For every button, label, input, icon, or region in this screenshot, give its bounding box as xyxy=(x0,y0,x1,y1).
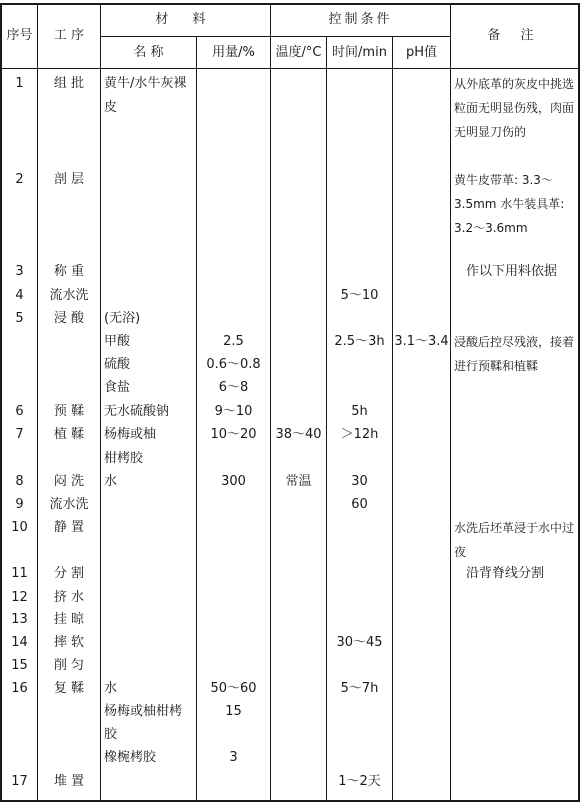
header-remarks: 备 注 xyxy=(487,28,542,43)
row-5-process: 浸 酸 xyxy=(53,311,85,326)
row-6-process: 预 鞣 xyxy=(53,404,85,419)
row-5-no: 5 xyxy=(15,311,24,326)
row-5-ph: 3.1～3.4 xyxy=(394,334,449,349)
row-7-no: 7 xyxy=(15,427,24,442)
row-2-remark: 黄牛皮带革: 3.3～3.5mm 水牛装具革: 3.2～3.6mm xyxy=(454,173,565,235)
row-9-time: 60 xyxy=(351,497,368,512)
row-2-no: 2 xyxy=(15,172,24,187)
row-8-material-name: 水 xyxy=(104,474,118,489)
row-7-process: 植 鞣 xyxy=(53,427,85,442)
header-bottom-rule xyxy=(0,68,580,69)
header-time: 时间/min xyxy=(332,45,387,60)
header-control-conditions: 控制条件 xyxy=(328,12,393,27)
row-9-process: 流水洗 xyxy=(49,497,89,512)
row-16-material-name: 杨梅或柚柑栲 xyxy=(104,704,183,719)
row-5-material-name: 硫酸 xyxy=(104,357,131,372)
subheader-rule xyxy=(100,36,450,37)
row-5-material-dose: 2.5 xyxy=(223,334,244,349)
row-11-remark: 沿背脊线分割 xyxy=(466,566,545,581)
row-11-process: 分 割 xyxy=(53,566,85,581)
row-16-material-dose: 3 xyxy=(229,750,238,765)
row-7-time: ＞12h xyxy=(340,427,379,442)
row-1-process: 组 批 xyxy=(53,76,85,91)
header-materials: 材 料 xyxy=(155,12,216,27)
row-12-no: 12 xyxy=(11,590,28,605)
row-8-temp: 常温 xyxy=(285,474,312,489)
row-8-process: 闷 洗 xyxy=(53,474,85,489)
row-2-process: 剖 层 xyxy=(53,172,85,187)
col-divider-ph xyxy=(450,3,451,802)
row-3-remark: 作以下用料依据 xyxy=(466,264,558,279)
row-14-no: 14 xyxy=(11,635,28,650)
row-17-time: 1～2天 xyxy=(338,774,381,789)
col-divider-process xyxy=(100,3,101,802)
row-8-time: 30 xyxy=(351,474,368,489)
row-1-remark: 从外底革的灰皮中挑选粒面无明显伤残，肉面无明显刀伤的 xyxy=(454,77,575,139)
row-16-no: 16 xyxy=(11,681,28,696)
header-name: 名 称 xyxy=(133,45,164,60)
row-16-material-dose: 15 xyxy=(225,704,242,719)
row-5-material-dose: 6～8 xyxy=(218,380,249,395)
row-7-material-dose: 10～20 xyxy=(210,427,257,442)
row-16-material-name: 胶 xyxy=(104,727,118,742)
header-dosage: 用量/% xyxy=(212,45,255,60)
row-10-remark: 水洗后坯革浸于水中过夜 xyxy=(454,521,575,559)
row-1-material-name: 黄牛/水牛灰裸 xyxy=(104,76,187,91)
row-9-no: 9 xyxy=(15,497,24,512)
header-temperature: 温度/°C xyxy=(275,45,322,60)
row-7-temp: 38～40 xyxy=(275,427,322,442)
row-5-material-name: 食盐 xyxy=(104,380,131,395)
row-8-material-dose: 300 xyxy=(221,474,246,489)
row-4-no: 4 xyxy=(15,288,24,303)
row-10-process: 静 置 xyxy=(53,520,85,535)
row-5-time: 2.5～3h xyxy=(334,334,385,349)
row-3-no: 3 xyxy=(15,264,24,279)
row-16-material-name: 橡椀栲胶 xyxy=(104,750,157,765)
row-8-no: 8 xyxy=(15,474,24,489)
header-ph: pH值 xyxy=(405,45,438,60)
row-16-material-name: 水 xyxy=(104,681,118,696)
row-16-time: 5～7h xyxy=(340,681,379,696)
row-6-time: 5h xyxy=(351,404,368,419)
row-7-material-name: 杨梅或柚 xyxy=(104,427,157,442)
header-seq: 序号 xyxy=(6,28,33,43)
row-4-process: 流水洗 xyxy=(49,288,89,303)
row-5-remark: 浸酸后控尽残液，接着进行预鞣和植鞣 xyxy=(454,335,575,373)
col-divider-dosage xyxy=(270,3,271,802)
row-4-time: 5～10 xyxy=(340,288,379,303)
row-12-process: 挤 水 xyxy=(53,590,85,605)
row-6-material-name: 无水硫酸钠 xyxy=(104,404,170,419)
row-17-process: 堆 置 xyxy=(53,774,85,789)
row-13-no: 13 xyxy=(11,612,28,627)
row-1-no: 1 xyxy=(15,76,24,91)
row-14-time: 30～45 xyxy=(336,635,383,650)
col-divider-time xyxy=(392,36,393,802)
bottom-rule xyxy=(0,800,580,802)
row-3-process: 称 重 xyxy=(53,264,85,279)
row-5-material-dose: 0.6～0.8 xyxy=(206,357,261,372)
row-5-material-name: (无浴) xyxy=(104,311,141,326)
row-6-material-dose: 9～10 xyxy=(214,404,253,419)
row-7-material-name: 柑栲胶 xyxy=(104,451,144,466)
row-10-no: 10 xyxy=(11,520,28,535)
row-13-process: 挂 晾 xyxy=(53,612,85,627)
row-17-no: 17 xyxy=(11,774,28,789)
row-6-no: 6 xyxy=(15,404,24,419)
row-14-process: 摔 软 xyxy=(53,635,85,650)
row-5-material-name: 甲酸 xyxy=(104,334,131,349)
header-process: 工 序 xyxy=(53,28,85,43)
row-11-no: 11 xyxy=(11,566,28,581)
row-1-material-name: 皮 xyxy=(104,100,118,115)
row-16-material-dose: 50～60 xyxy=(210,681,257,696)
top-rule xyxy=(0,3,580,5)
row-15-process: 削 匀 xyxy=(53,658,85,673)
row-16-process: 复 鞣 xyxy=(53,681,85,696)
row-15-no: 15 xyxy=(11,658,28,673)
